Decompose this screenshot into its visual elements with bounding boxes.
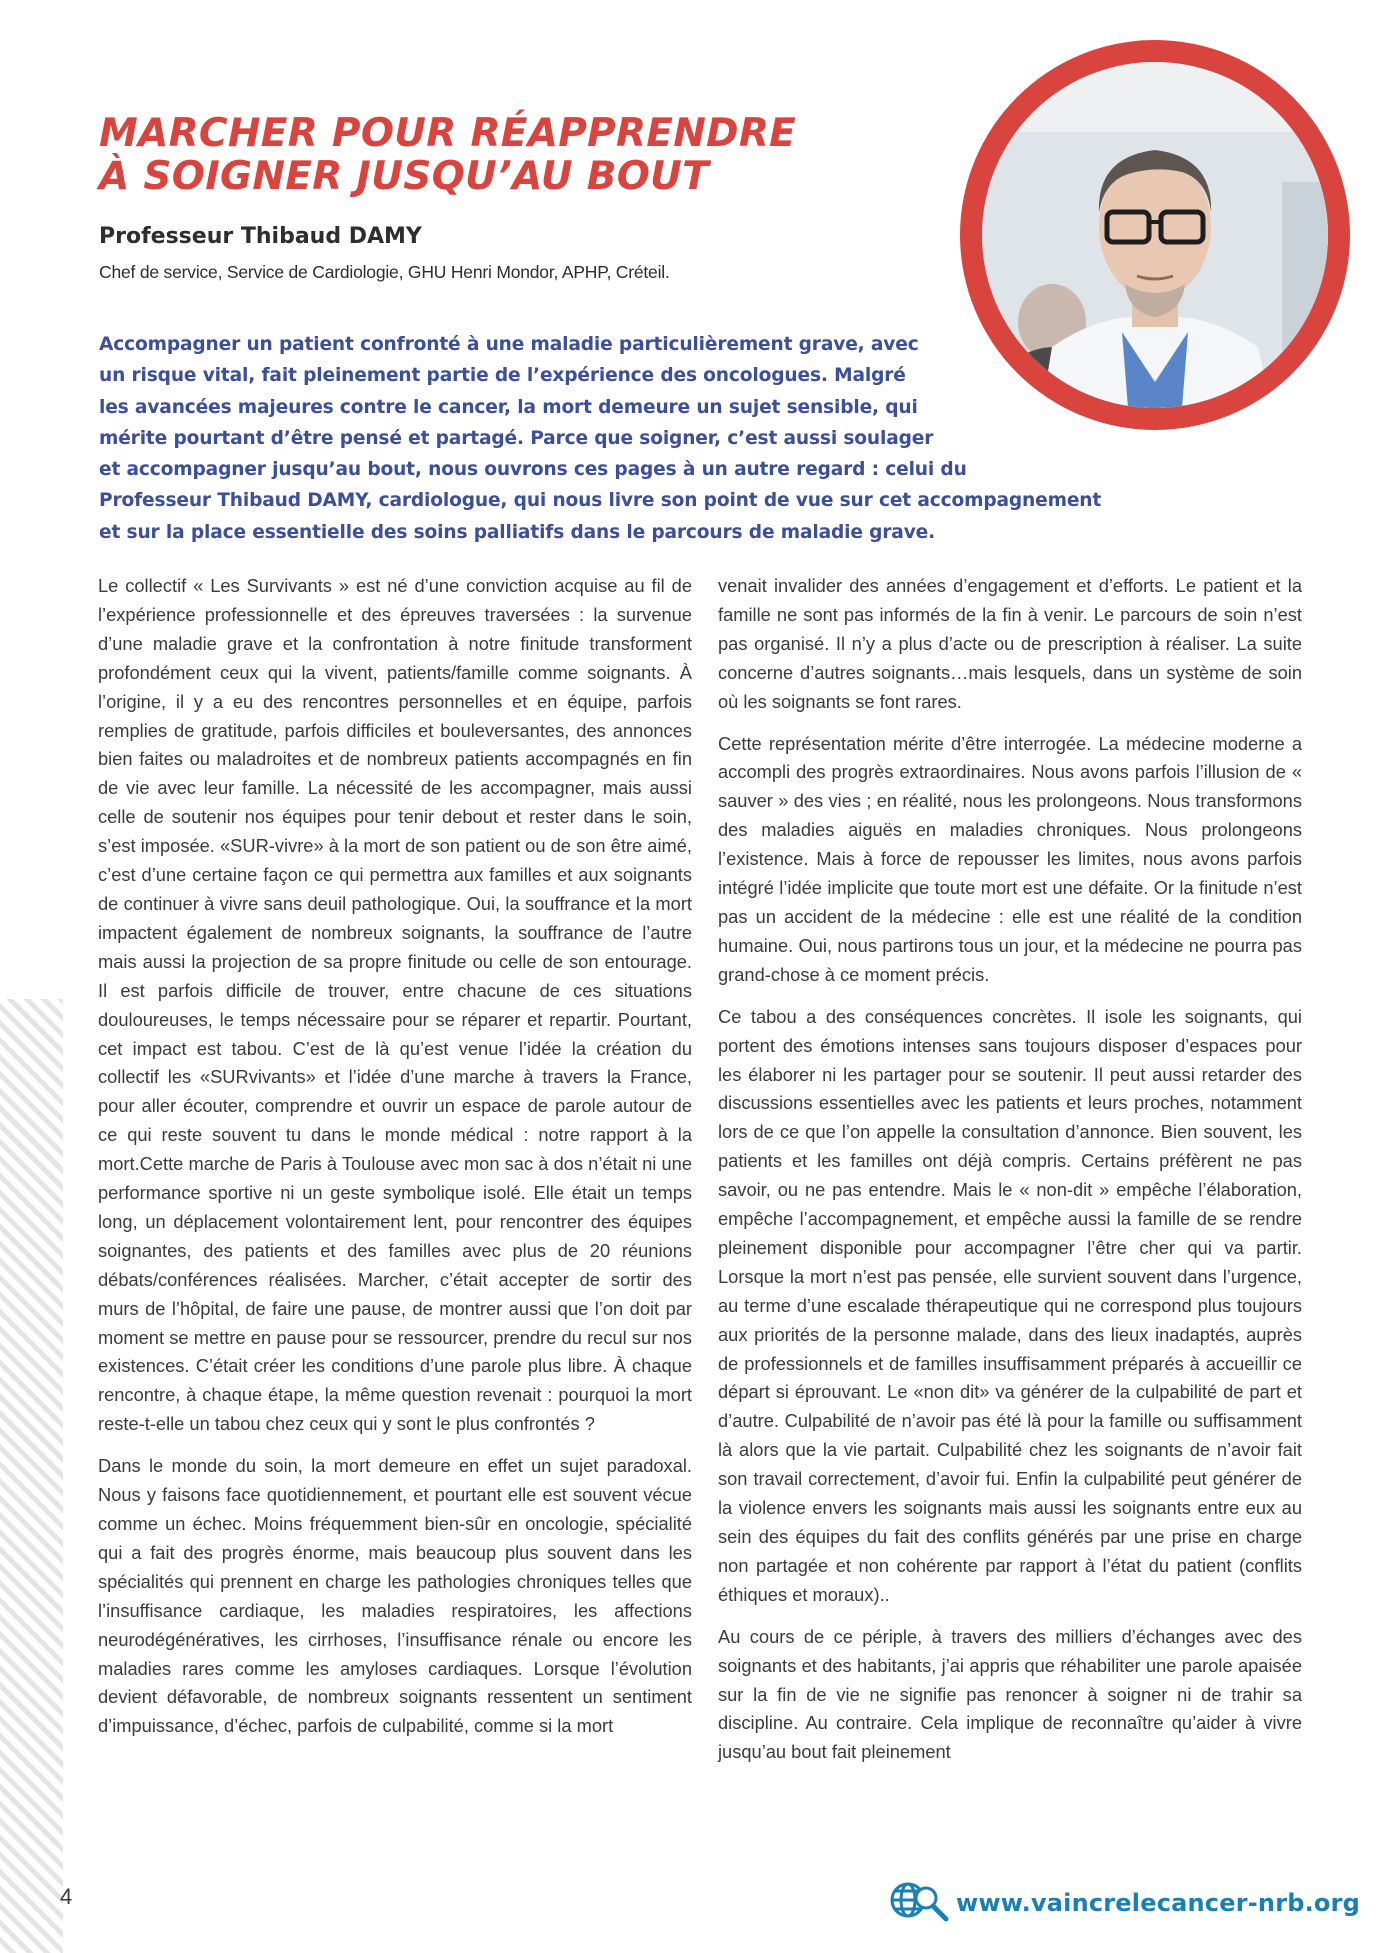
- intro-line: et sur la place essentielle des soins palliatifs dans le parcours de maladie grave.: [99, 521, 936, 543]
- intro-line: et accompagner jusqu’au bout, nous ouvrons ces pages à un autre regard : celui du: [99, 459, 967, 481]
- body-paragraph: Cette représentation mérite d’être interrogée. La médecine moderne a accompli des progrès extraordinaires. Nous avons parfois l’illusion de « sauver » des vies ; en réalité, nous les prolongeons. Nous transformons des maladies aiguës en maladies chroniques. Nous prolongeons l’existence. Mais à force de repousser les limites, nous avons parfois intégré l’idée implicite que toute mort est une défaite. Or la finitude n’est pas un accident de la médecine : elle est une réalité de la condition humaine. Oui, nous partirons tous un jour, et la médecine ne pourra pas grand-chose à ce moment précis.: [718, 732, 1302, 985]
- body-paragraph: Au cours de ce périple, à travers des milliers d’échanges avec des soignants et des habitants, j’ai appris que réhabiliter une parole apaisée sur la fin de vie ne signifie pas renoncer à soigner ni de trahir sa discipline. Au contraire. Cela implique de reconnaître qu’aider à vivre jusqu’au bout fait pleinement: [718, 1625, 1302, 1763]
- body-paragraph: Le collectif « Les Survivants » est né d’une conviction acquise au fil de l’expérience professionnelle et des épreuves traversées : la survenue d’une maladie grave et la confrontation à notre finitude transforment profondément ceux qui la vivent, patients/famille comme soignants. À l’origine, il y a eu des rencontres personnelles et en équipe, parfois remplies de gratitude, parfois difficiles et bouleversantes, des annonces bien faites ou maladroites et de nombreux patients accompagnés en fin de vie avec leur famille. La nécessité de les accompagner, mais aussi celle de soutenir nos équipes pour tenir debout et rester dans le soin, s’est imposée. «SUR-vivre» à la mort de son patient ou de son être aimé, c’est d’une certaine façon ce qui permettra aux familles et aux soignants de continuer à vivre sans deuil pathologique. Oui, la souffrance et la mort impactent également de nombreux soignants, la souffrance de l’autre mais aussi la projection de sa propre finitude ou celle de son entourage. Il est parfois difficile de trouver, entre chacune de ces situations douloureuses, le temps nécessaire pour se réparer et repartir. Pourtant, cet impact est tabou. C’est de là qu’est venue l’idée la création du collectif les «SURvivants» et l’idée d’une marche à travers la France, pour aller écouter, comprendre et ouvrir un espace de parole autour de ce qui reste souvent tu dans le monde médical : notre rapport à la mort.Cette marche de Paris à Toulouse avec mon sac à dos n’était ni une performance sportive ni un geste symbolique isolé. Elle était un temps long, un déplacement volontairement lent, pour rencontrer des équipes soignantes, des patients et des familles avec plus de 20 réunions débats/conférences réalisées. Marcher, c’était accepter de sortir des murs de l’hôpital, de faire une pause, de montrer aussi que l’on doit par moment se mettre en pause pour se ressourcer, prendre du recul sur nos existences. C’était créer les conditions d’une parole plus libre. À chaque rencontre, à chaque étape, la même question revenait : pourquoi la mort reste-t-elle un tabou chez ceux qui y sont le plus confrontés ?: [98, 575, 692, 1435]
- body-column-left: [98, 572, 692, 1754]
- article-title: [99, 112, 859, 198]
- author-affiliation: Chef de service, Service de Cardiologie, GHU Henri Mondor, APHP, Créteil.: [99, 262, 670, 282]
- body-paragraph: venait invalider des années d’engagement et d’efforts. Le patient et la famille ne sont pas informés de la fin à venir. Le parcours de soin n’est pas organisé. Il n’y a plus d’acte ou de prescription à réaliser. La suite concerne d’autres soignants…mais lesquels, dans un système de soin où les soignants se font rares.: [718, 575, 1302, 712]
- footer-website[interactable]: [888, 1880, 1360, 1926]
- globe-search-icon: [888, 1878, 950, 1929]
- title-line-2: À SOIGNER JUSQU’AU BOUT: [99, 154, 710, 199]
- intro-line: les avancées majeures contre le cancer, la mort demeure un sujet sensible, qui: [99, 396, 918, 418]
- page-number: 4: [60, 1884, 73, 1909]
- body-paragraph: Dans le monde du soin, la mort demeure en effet un sujet paradoxal. Nous y faisons face quotidiennement, et pourtant elle est souvent vécue comme un échec. Moins fréquemment bien-sûr en oncologie, spécialité qui a fait des progrès énorme, mais beaucoup plus souvent dans les spécialités qui prennent en charge les pathologies chroniques telles que l’insuffisance cardiaque, les maladies respiratoires, les affections neurodégénératives, les cirrhoses, l’insuffisance rénale ou encore les maladies rares comme les amyloses cardiaques. Lorsque l’évolution devient défavorable, de nombreux soignants ressentent un sentiment d’impuissance, d’échec, parfois de culpabilité, comme si la mort: [98, 1455, 692, 1737]
- website-link[interactable]: www.vaincrelecancer-nrb.org: [956, 1889, 1361, 1917]
- intro-paragraph: [99, 329, 1159, 548]
- intro-line: Accompagner un patient confronté à une maladie particulièrement grave, avec: [99, 334, 919, 355]
- intro-line: Professeur Thibaud DAMY, cardiologue, qui nous livre son point de vue sur cet accompagnement: [99, 490, 1102, 512]
- title-line-1: MARCHER POUR RÉAPPRENDRE: [99, 111, 797, 156]
- body-paragraph: Ce tabou a des conséquences concrètes. Il isole les soignants, qui portent des émotions intenses sans toujours disposer d’espaces pour les élaborer ni les partager pour se soutenir. Il peut aussi retarder des discussions essentielles avec les patients et leurs proches, notamment lors de ce que l’on appelle la consultation d’annonce. Bien souvent, les patients et les familles ont déjà compris. Certains préfèrent ne pas savoir, ou ne pas entendre. Mais le « non-dit » empêche l’élaboration, empêche l’accompagnement, et empêche aussi la famille de se rendre pleinement disponible pour accompagner l’être cher qui va partir. Lorsque la mort n’est pas pensée, elle survient souvent dans l’urgence, au terme d’une escalade thérapeutique qui ne correspond plus toujours aux priorités de la personne malade, dans des lieux inadaptés, auprès de professionnels et de familles insuffisamment préparés à accueillir ce départ si éprouvant. Le «non dit» va générer de la culpabilité de part et d’autre. Culpabilité de n’avoir pas été là pour la famille ou suffisamment là alors que la vie partait. Culpabilité chez les soignants de n’avoir fait son travail correctement, d’avoir fui. Enfin la culpabilité peut générer de la violence envers les soignants mais aussi les soignants entre eux au sein des équipes du fait des conflits générés par une prise en charge non partagée et non cohérente par rapport à l’état du patient (conflits éthiques et moraux)..: [718, 1005, 1302, 1605]
- body-column-right: [718, 572, 1302, 1780]
- intro-line: un risque vital, fait pleinement partie de l’expérience des oncologues. Malgré: [99, 365, 906, 387]
- intro-line: mérite pourtant d’être pensé et partagé. Parce que soigner, c’est aussi soulager: [99, 427, 934, 449]
- author-name: Professeur Thibaud DAMY: [99, 224, 422, 249]
- decorative-hatch-band: [0, 999, 63, 1953]
